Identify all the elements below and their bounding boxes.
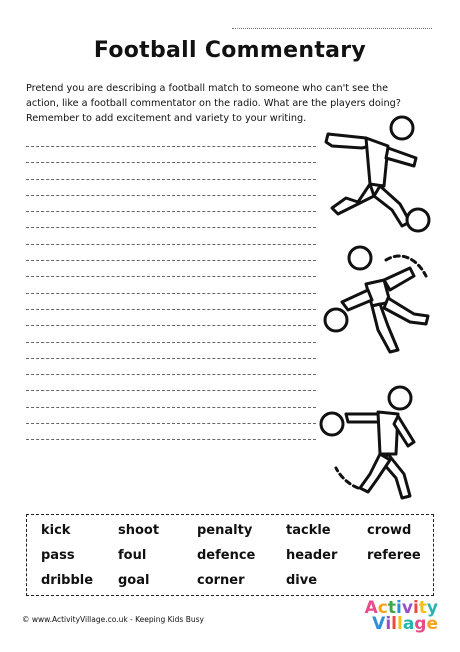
writing-line	[26, 293, 316, 294]
writing-line	[26, 244, 316, 245]
writing-line	[26, 325, 316, 326]
logo-letter: e	[426, 614, 438, 634]
logo-letter: i	[385, 614, 392, 634]
logo-letter: g	[414, 614, 427, 634]
word-bank-item: kick	[41, 523, 71, 538]
overhead-kick-player-icon	[318, 240, 442, 360]
logo-letter: l	[391, 614, 397, 634]
instructions-line: action, like a football commentator on the radio. What are the players doing?	[26, 98, 401, 109]
word-bank-item: shoot	[118, 523, 160, 538]
instructions-line: Pretend you are describing a football match to someone who can't see the	[26, 83, 389, 94]
writing-line	[26, 342, 316, 343]
writing-line	[26, 309, 316, 310]
word-bank-item: header	[286, 548, 338, 563]
logo-letter: A	[364, 598, 378, 618]
instructions-line: Remember to add excitement and variety to your writing.	[26, 113, 307, 124]
word-bank-item: dive	[286, 573, 318, 588]
logo-letter: a	[402, 614, 415, 634]
writing-line	[26, 146, 316, 147]
writing-line	[26, 423, 316, 424]
writing-line	[26, 179, 316, 180]
volley-player-icon	[318, 384, 442, 504]
word-bank-item: goal	[118, 573, 150, 588]
word-bank-item: pass	[41, 548, 75, 563]
writing-line	[26, 195, 316, 196]
writing-line	[26, 276, 316, 277]
writing-line	[26, 439, 316, 440]
word-bank-item: foul	[118, 548, 147, 563]
writing-line	[26, 390, 316, 391]
word-bank-item: crowd	[367, 523, 412, 538]
copyright-footer: © www.ActivityVillage.co.uk - Keeping Kids Busy	[22, 615, 204, 624]
kicking-player-icon	[318, 112, 438, 242]
writing-lines	[26, 146, 316, 456]
writing-line	[26, 358, 316, 359]
activity-village-logo	[365, 600, 438, 632]
logo-letter: i	[412, 598, 419, 618]
writing-line	[26, 211, 316, 212]
page-title: Football Commentary	[93, 38, 367, 63]
writing-line	[26, 162, 316, 163]
logo-letter: t	[418, 598, 427, 618]
writing-line	[26, 374, 316, 375]
word-bank-item: tackle	[286, 523, 331, 538]
writing-line	[26, 407, 316, 408]
logo-letter: l	[396, 614, 403, 634]
writing-line	[26, 260, 316, 261]
writing-line	[26, 227, 316, 228]
word-bank-item: corner	[197, 573, 245, 588]
word-bank-item: dribble	[41, 573, 94, 588]
logo-line-2	[365, 616, 438, 632]
logo-letter: i	[396, 598, 402, 618]
logo-letter: y	[426, 598, 438, 618]
name-line	[232, 28, 432, 29]
logo-letter: c	[377, 598, 388, 618]
logo-letter: V	[372, 614, 386, 634]
logo-letter: v	[401, 598, 413, 618]
logo-letter: t	[387, 598, 397, 618]
word-bank-item: defence	[197, 548, 256, 563]
word-bank-item: referee	[367, 548, 421, 563]
word-bank	[26, 514, 434, 596]
word-bank-item: penalty	[197, 523, 253, 538]
